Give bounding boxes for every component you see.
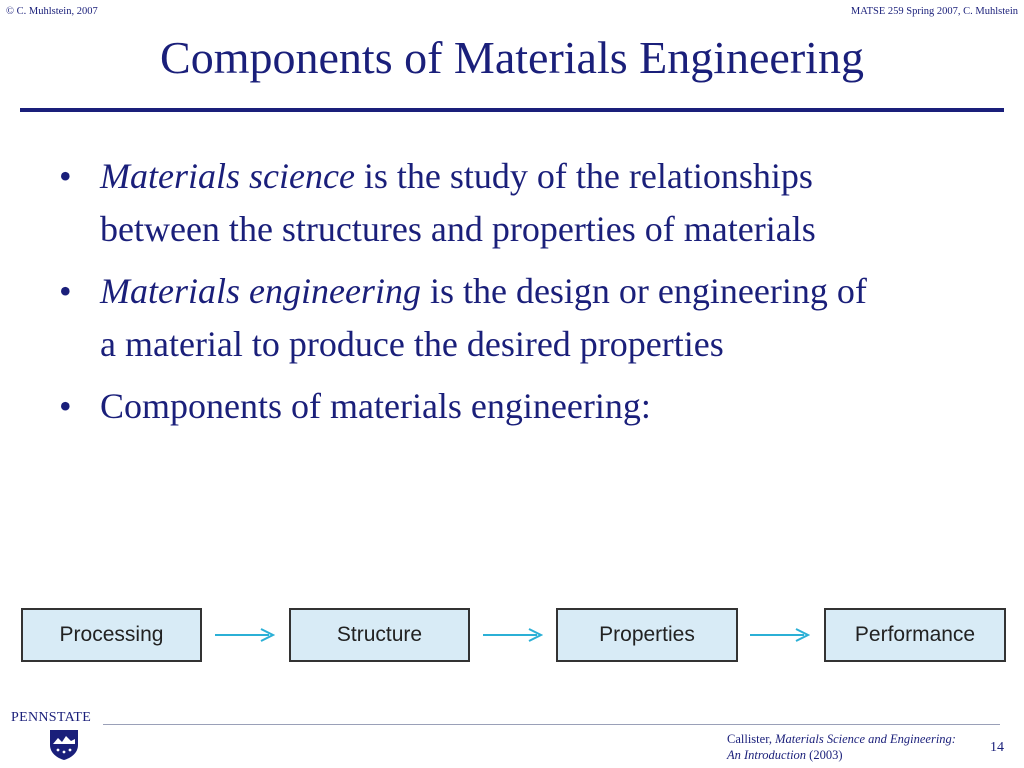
bullet-dot: •: [59, 156, 72, 196]
bullet-dot: •: [59, 386, 72, 426]
flow-step-properties: Properties: [556, 608, 738, 662]
right-arrow-icon: [750, 626, 810, 644]
bullet-dot: •: [59, 271, 72, 311]
slide-title: Components of Materials Engineering: [160, 32, 864, 83]
flow-step-performance: Performance: [824, 608, 1006, 662]
header-course: MATSE 259 Spring 2007, C. Muhlstein: [850, 6, 1018, 17]
citation-author: Callister,: [727, 732, 776, 746]
citation-line-1: [727, 731, 956, 747]
citation: [727, 731, 956, 763]
footer-divider: [103, 724, 1000, 725]
page-number: 14: [990, 740, 1004, 755]
shield-icon: [49, 729, 79, 761]
citation-title: Materials Science and Engineering:: [775, 732, 956, 746]
citation-line-2: [727, 747, 956, 763]
header-copyright: © C. Muhlstein, 2007: [6, 6, 98, 17]
bullet-term: Materials engineering: [100, 271, 421, 311]
bullet-text: Components of materials engineering:: [100, 386, 651, 426]
pennstate-logo: [11, 710, 93, 762]
bullet-text: is the study of the relationships between the structures and properties of materials: [100, 156, 816, 249]
citation-subtitle: An Introduction: [727, 748, 807, 762]
right-arrow-icon: [215, 626, 275, 644]
flow-step-structure: Structure: [289, 608, 470, 662]
flow-step-processing: Processing: [21, 608, 202, 662]
right-arrow-icon: [483, 626, 543, 644]
bullet-text: is the design or engineering of a material to produce the desired properties: [100, 271, 867, 364]
logo-wordmark: PENNSTATE: [11, 710, 92, 725]
bullet-term: Materials science: [100, 156, 355, 196]
citation-year: (2003): [806, 748, 843, 762]
